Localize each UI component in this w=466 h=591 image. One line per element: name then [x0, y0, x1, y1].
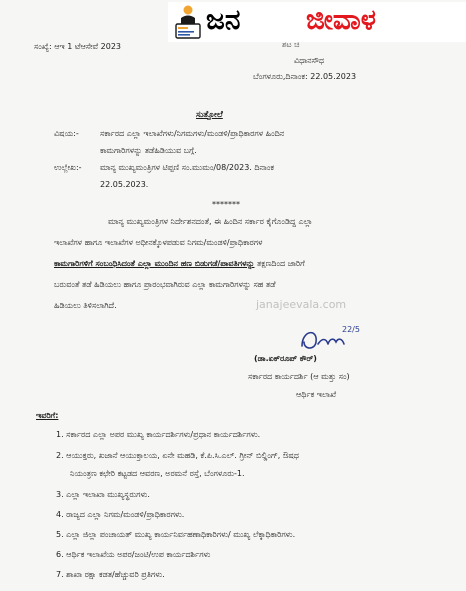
signatory-name: (ಡಾ.ಏಕ್‌ರೂಪ್ ಕೌರ್)	[254, 354, 317, 363]
reference-line-1: ಮಾನ್ಯ ಮುಖ್ಯಮಂತ್ರಿಗಳ ಟಿಪ್ಪಣಿ ಸಂ.ಮುಮಂ/08/2023. ದಿನಾಂಕ	[100, 163, 274, 172]
body-line-1: ಮಾನ್ಯ ಮುಖ್ಯಮಂತ್ರಿಗಳ ನಿರ್ದೇಶನದಂತೆ, ಈ ಹಿಂದಿನ ಸರ್ಕಾರ ಕೈಗೊಂಡಿದ್ದ ಎಲ್ಲಾ	[108, 217, 313, 226]
copies-item-2-cont: ನಿಯಂತ್ರಣ ಕಛೇರಿ ಕಟ್ಟಡದ ಆವರಣ, ಅರಮನೆ ರಸ್ತೆ, ಬೆಂಗಳೂರು-1.	[70, 469, 245, 478]
copies-item-2: 2. ಆಯುಕ್ತರು, ಖಜಾನೆ ಆಯುಕ್ತಾಲಯ, ಏನೇ ಮಹಡಿ, ಕೆ.ಪಿ.ಸಿ.ಎಲ್. ಗ್ರೀನ್ ಬಿಲ್ಡಿಂಗ್, ಔಷಧ	[56, 451, 299, 460]
reference-label: ಉಲ್ಲೇಖ:-	[54, 163, 82, 172]
building-name: ವಿಧಾನಸೌಧ	[294, 56, 324, 65]
signatory-designation: ಸರ್ಕಾರದ ಕಾರ್ಯದರ್ಶಿ (ಆ ಮತ್ತು ಸಂ)	[248, 372, 350, 381]
copies-item-5: 5. ಎಲ್ಲಾ ಜಿಲ್ಲಾ ಪಂಚಾಯತ್ ಮುಖ್ಯ ಕಾರ್ಯನಿರ್ವಹಣಾಧಿಕಾರಿಗಳು/ ಮುಖ್ಯ ಲೆಕ್ಕಾಧಿಕಾರಿಗಳು.	[56, 530, 296, 539]
body-line-3	[54, 259, 305, 269]
separator-stars: *******	[212, 200, 240, 209]
reference-number: ಸಂಖ್ಯೆ: ಆಇ 1 ಟೆಆಸೇವೆ 2023	[34, 42, 122, 51]
document-title: ಸುತ್ತೋಲೆ	[196, 110, 223, 120]
reference-line-2: 22.05.2023.	[100, 180, 149, 189]
subject-line-1: ಸರ್ಕಾರದ ಎಲ್ಲಾ ಇಲಾಖೆಗಳು/ನಿಗಮಗಳು/ಮಂಡಳಿ/ಪ್ರಾಧಿಕಾರಗಳ ಹಿಂದಿನ	[100, 129, 285, 138]
signatory-department: ಆರ್ಥಿಕ ಇಲಾಖೆ	[296, 390, 337, 399]
logo-text-jana: ಜನ	[206, 3, 241, 36]
copies-heading: ಇವರಿಗೆ:	[36, 411, 59, 420]
handwritten-signature	[298, 318, 358, 358]
body-line-3-rest: ತಕ್ಷಣದಿಂದ ಜಾರಿಗೆ	[254, 259, 305, 268]
watermark: janajeevala.com	[256, 298, 347, 311]
copies-item-3: 3. ಎಲ್ಲಾ ಇಲಾಖಾ ಮುಖ್ಯಸ್ಥರುಗಳು.	[56, 490, 150, 499]
subject-label: ವಿಷಯ:-	[54, 129, 79, 138]
copies-item-4: 4. ರಾಜ್ಯದ ಎಲ್ಲಾ ನಿಗಮ/ಮಂಡಳಿ/ಪ್ರಾಧಿಕಾರಗಳು.	[56, 510, 185, 519]
body-emphasis: ಕಾಮಗಾರಿಗಳಿಗೆ ಸಂಬಂಧಿಸಿದಂತೆ ಎಲ್ಲಾ ಮುಂದಿನ ಹಣ ಬಿಡುಗಡೆ/ಪಾವತಿಗಳನ್ನು	[54, 259, 255, 268]
organization-partial: ಶಟ ಚಿ	[282, 40, 300, 49]
body-line-2: ಇಲಾಖೆಗಳ ಹಾಗೂ ಇಲಾಖೆಗಳ ಅಧೀನಕ್ಕೊಳಪಡುವ ನಿಗಮ/ಮಂಡಳಿ/ಪ್ರಾಧಿಕಾರಗಳ	[54, 238, 263, 247]
person-with-card-icon	[172, 4, 204, 40]
logo-text-jeevala: ಜೀವಾಳ	[306, 3, 376, 36]
copies-item-1: 1. ಸರ್ಕಾರದ ಎಲ್ಲಾ ಅಪರ ಮುಖ್ಯ ಕಾರ್ಯದರ್ಶಿಗಳು/ಪ್ರಧಾನ ಕಾರ್ಯದರ್ಶಿಗಳು.	[56, 430, 261, 439]
copies-item-7: 7. ಶಾಖಾ ರಕ್ಷಾ ಕಡತ/ಹೆಚ್ಚುವರಿ ಪ್ರತಿಗಳು.	[56, 570, 165, 579]
body-line-4: ಬರುವಂತೆ ತಡೆ ಹಿಡಿಯಲು ಹಾಗೂ ಪ್ರಾರಂಭವಾಗಿರುವ ಎಲ್ಲಾ ಕಾಮಗಾರಿಗಳನ್ನು ಸಹ ತಡೆ	[54, 280, 276, 289]
place-and-date: ಬೆಂಗಳೂರು,ದಿನಾಂಕ: 22.05.2023	[253, 72, 357, 81]
body-line-5: ಹಿಡಿಯಲು ತಿಳಿಸಲಾಗಿದೆ.	[54, 301, 117, 310]
svg-text:22/5: 22/5	[342, 325, 360, 334]
subject-line-2: ಕಾಮಗಾರಿಗಳನ್ನು ತಡೆಹಿಡಿಯುವ ಬಗ್ಗೆ.	[100, 146, 197, 155]
copies-item-6: 6. ಆರ್ಥಿಕ ಇಲಾಖೆಯ ಅಪರ/ಜಂಟಿ/ಉಪ ಕಾರ್ಯದರ್ಶಿಗಳು	[56, 550, 211, 559]
